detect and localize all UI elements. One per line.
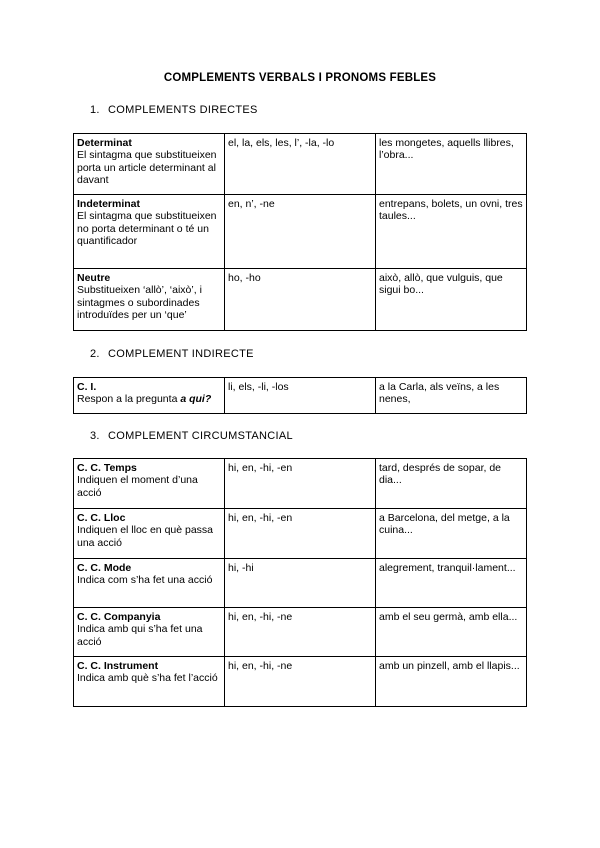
section-heading-indirect-object [90,348,254,360]
section-heading-direct-objects [90,104,258,116]
document-title: COMPLEMENTS VERBALS I PRONOMS FEBLES [163,72,437,84]
examples-cell: amb el seu germà, amb ella... [376,608,527,657]
type-cell [74,657,225,707]
complement-name: C. C. Mode [77,562,132,574]
examples-cell: tard, després de sopar, de dia... [376,459,527,509]
examples-cell: alegrement, tranquil·lament... [376,559,527,608]
table-row [74,559,527,608]
pronouns-cell: hi, en, -hi, -ne [225,657,376,707]
type-cell [74,459,225,509]
complement-name: C. C. Temps [77,462,137,474]
type-cell [74,608,225,657]
examples-cell: això, allò, que vulguis, que sigui bo... [376,269,527,331]
pronouns-cell: hi, en, -hi, -ne [225,608,376,657]
table-row [74,134,527,195]
complement-name: C. I. [77,381,97,393]
section-title: COMPLEMENTS DIRECTES [108,104,258,116]
section-number: 2. [90,348,100,360]
circumstantial-table [73,458,527,707]
table-row [74,657,527,707]
table-row [74,378,527,414]
examples-cell: les mongetes, aquells llibres, l’obra... [376,134,527,195]
table-row [74,195,527,269]
type-cell [74,134,225,195]
direct-objects-table [73,133,527,331]
complement-description: Indiquen el moment d’una acció [77,474,198,499]
examples-cell: amb un pinzell, amb el llapis... [376,657,527,707]
type-cell [74,269,225,331]
type-cell [74,195,225,269]
complement-description: Substitueixen ‘allò’, ‘això’, i sintagmes o subordinades introduïdes per un ‘que’ [77,284,202,322]
complement-name: Neutre [77,272,111,284]
table-row [74,509,527,559]
pronouns-cell: hi, en, -hi, -en [225,509,376,559]
examples-cell: a la Carla, als veïns, a les nenes, [376,378,527,414]
pronouns-cell: li, els, -li, -los [225,378,376,414]
pronouns-cell: en, n’, -ne [225,195,376,269]
description-text: Respon a la pregunta [77,393,181,406]
section-title: COMPLEMENT CIRCUMSTANCIAL [108,430,293,442]
type-cell [74,509,225,559]
complement-name: C. C. Lloc [77,512,126,524]
question-emphasis: a qui? [180,393,212,406]
table-row [74,269,527,331]
section-heading-circumstantial [90,430,293,442]
complement-name: C. C. Companyia [77,611,161,623]
type-cell [74,378,225,414]
table-row [74,608,527,657]
pronouns-cell: hi, -hi [225,559,376,608]
complement-description: El sintagma que substitueixen no porta determinant o té un quantificador [77,210,217,248]
complement-name: Indeterminat [77,198,141,210]
complement-description: Indiquen el lloc en què passa una acció [77,524,214,549]
table-row [74,459,527,509]
complement-name: C. C. Instrument [77,660,159,672]
complement-description [77,393,221,405]
type-cell [74,559,225,608]
pronouns-cell: hi, en, -hi, -en [225,459,376,509]
pronouns-cell: el, la, els, les, l’, -la, -lo [225,134,376,195]
complement-description: El sintagma que substitueixen porta un article determinant al davant [77,149,217,187]
examples-cell: a Barcelona, del metge, a la cuina... [376,509,527,559]
section-number: 3. [90,430,100,442]
section-title: COMPLEMENT INDIRECTE [108,348,254,360]
indirect-object-table [73,377,527,414]
complement-description: Indica amb què s’ha fet l’acció [77,672,218,685]
section-number: 1. [90,104,100,116]
complement-name: Determinat [77,137,132,149]
complement-description: Indica com s’ha fet una acció [77,574,213,587]
examples-cell: entrepans, bolets, un ovni, tres taules... [376,195,527,269]
complement-description: Indica amb qui s’ha fet una acció [77,623,203,648]
pronouns-cell: ho, -ho [225,269,376,331]
